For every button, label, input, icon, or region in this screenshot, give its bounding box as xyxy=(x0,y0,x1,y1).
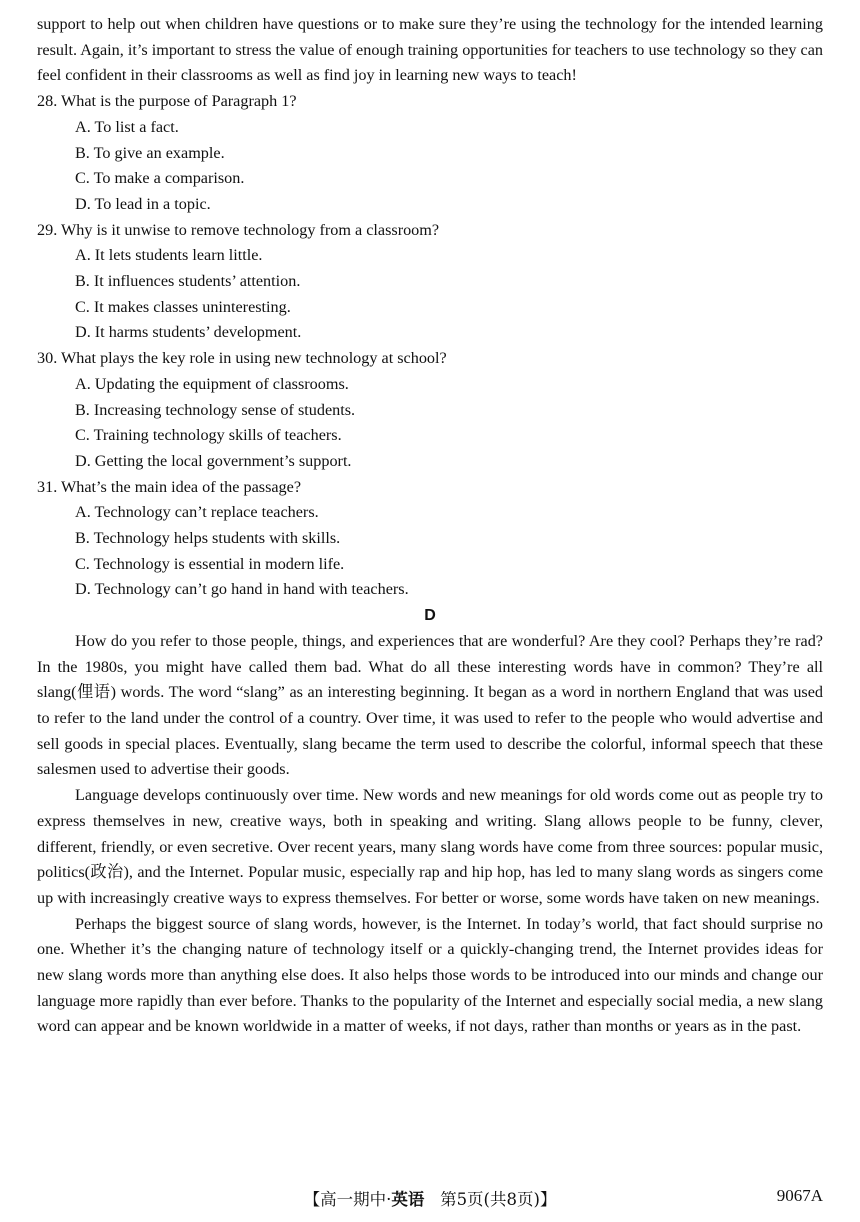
passage-c-ending: support to help out when children have questions or to make sure they’re using the technology for the intended learning result. Again, it’s important to stress the value of enough training opportunities for teachers to use technology so they can feel confident in their classrooms as well as find joy in learning new ways to teach! xyxy=(37,15,823,85)
option-d: D. To lead in a topic. xyxy=(75,194,211,213)
question-stem: 29. Why is it unwise to remove technology from a classroom? xyxy=(37,220,440,239)
question-stem: 31. What’s the main idea of the passage? xyxy=(37,477,302,496)
footer-dot: · xyxy=(386,1190,392,1209)
option-a: A. Updating the equipment of classrooms. xyxy=(75,374,349,393)
option-b: B. To give an example. xyxy=(75,143,225,162)
option-a: A. To list a fact. xyxy=(75,117,179,136)
page-footer xyxy=(0,1186,860,1214)
question-stem: 28. What is the purpose of Paragraph 1? xyxy=(37,92,297,111)
option-a: A. Technology can’t replace teachers. xyxy=(75,503,319,522)
section-d-paragraph-2: Language develops continuously over time. New words and new meanings for old words come out as people try to express themselves in new, creative ways, both in speaking and writing. Slang allows people to be funny, clever, different, friendly, or even secretive. Over recent years, many slang words have come from three sources: popular music, politics(政治), and the Internet. Popular music, especially rap and hip hop, has led to many slang words as singers come up with increasingly creative ways to express themselves. For better or worse, some words have taken on new meanings. xyxy=(37,786,823,907)
option-d: D. Technology can’t go hand in hand with teachers. xyxy=(75,580,409,599)
question-30 xyxy=(37,346,823,475)
footer-bracket-close: 】 xyxy=(539,1190,557,1209)
section-d-heading: D xyxy=(424,607,436,625)
question-stem: 30. What plays the key role in using new technology at school? xyxy=(37,349,447,368)
option-b: B. Technology helps students with skills. xyxy=(75,529,341,548)
option-c: C. Training technology skills of teachers. xyxy=(75,426,342,445)
footer-bracket-open: 【 xyxy=(303,1190,321,1209)
option-b: B. Increasing technology sense of students. xyxy=(75,400,356,419)
footer-exam-info xyxy=(0,1186,860,1210)
section-d-paragraph-1: How do you refer to those people, things, and experiences that are wonderful? Are they cool? Perhaps they’re rad? In the 1980s, you might have called them bad. What do all these interesting words have in common? They’re all slang(俚语) words. The word “slang” as an interesting beginning. It began as a word in northern England that was used to refer to the land under the control of a country. Over time, it was used to refer to the people who would advertise and sell goods in special places. Eventually, slang became the term used to describe the colorful, informal speech that these salesmen used to advertise their goods. xyxy=(37,631,823,779)
option-c: C. To make a comparison. xyxy=(75,169,245,188)
question-28 xyxy=(37,89,823,218)
option-a: A. It lets students learn little. xyxy=(75,246,263,265)
section-d-paragraph-3: Perhaps the biggest source of slang words, however, is the Internet. In today’s world, that fact should surprise no one. Whether it’s the changing nature of technology itself or a quickly-changing trend, the Internet provides ideas for new slang words more than anything else does. It also helps those words to be introduced into our minds and change our language more rapidly than ever before. Thanks to the popularity of the Internet and especially social media, a new slang word can appear and be known worldwide in a matter of weeks, if not days, rather than months or years as in the past. xyxy=(37,914,823,1036)
question-29 xyxy=(37,218,823,347)
option-c: C. It makes classes uninteresting. xyxy=(75,297,291,316)
footer-exam-name: 高一期中 xyxy=(320,1190,387,1209)
option-b: B. It influences students’ attention. xyxy=(75,272,301,291)
option-d: D. It harms students’ development. xyxy=(75,323,302,342)
option-d: D. Getting the local government’s support. xyxy=(75,451,352,470)
option-c: C. Technology is essential in modern life. xyxy=(75,554,345,573)
exam-page xyxy=(37,12,823,1040)
footer-subject: 英语 xyxy=(391,1190,425,1209)
footer-page-info: 第5页(共8页) xyxy=(440,1190,540,1209)
question-31 xyxy=(37,475,823,604)
footer-paper-code: 9067A xyxy=(776,1186,823,1205)
